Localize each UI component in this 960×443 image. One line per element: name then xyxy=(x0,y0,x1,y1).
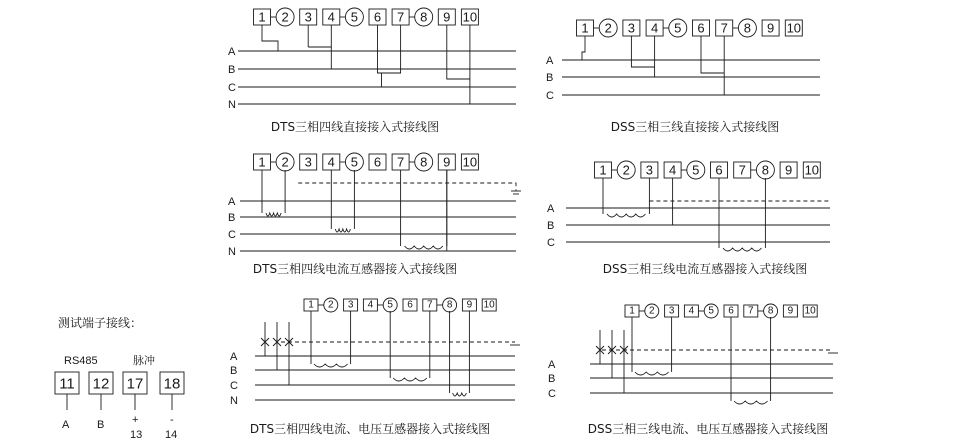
bus-label-a: A xyxy=(548,359,556,371)
bus-label-c: C xyxy=(230,380,238,392)
test-terminal-17 xyxy=(123,372,147,441)
terminal-6 xyxy=(693,20,710,36)
terminal-number: 2 xyxy=(328,299,334,311)
terminal-4 xyxy=(323,154,340,170)
caption-dts-ct: DTS三相四线电流互感器接入式接线图 xyxy=(252,262,458,276)
wiring-diagram-d5 xyxy=(230,298,520,407)
terminal-number: 5 xyxy=(350,9,359,25)
terminal-5 xyxy=(377,298,397,312)
terminal-sub-label: 13 xyxy=(130,429,143,441)
terminal-5 xyxy=(681,161,705,179)
terminal-4 xyxy=(684,305,698,317)
terminal-number: 9 xyxy=(443,9,451,25)
terminal-number: 10 xyxy=(462,154,478,170)
bus-label-b: B xyxy=(230,365,238,377)
terminal-1 xyxy=(625,305,639,317)
feed-wire xyxy=(447,25,470,104)
ct-lead xyxy=(390,311,430,378)
bus-label-c: C xyxy=(228,82,236,94)
terminal-number: 6 xyxy=(728,305,734,317)
terminal-number: 8 xyxy=(446,299,453,311)
terminal-10 xyxy=(461,154,478,170)
feed-wire xyxy=(701,36,724,95)
wiring-diagram-d4 xyxy=(547,161,830,251)
terminal-2 xyxy=(612,161,636,179)
ct-coil xyxy=(453,393,467,396)
bus-label-a: A xyxy=(228,196,236,208)
terminal-8 xyxy=(751,161,775,179)
terminal-9 xyxy=(462,299,476,311)
bus-label-c: C xyxy=(546,90,554,102)
terminal-number: 5 xyxy=(387,299,393,311)
ct-coil xyxy=(734,401,768,404)
terminal-number: 1 xyxy=(258,154,266,170)
ct-lead xyxy=(262,170,285,213)
bus-label-c: C xyxy=(548,388,556,400)
terminal-1 xyxy=(254,154,271,170)
test-terminal-title: 测试端子接线： xyxy=(57,316,143,330)
bus-label-b: B xyxy=(547,220,555,232)
terminal-2 xyxy=(271,8,295,26)
terminal-1 xyxy=(595,162,612,178)
terminal-number: 18 xyxy=(163,375,181,393)
terminal-number: 2 xyxy=(281,154,289,170)
terminal-number: 1 xyxy=(258,9,266,25)
terminal-7 xyxy=(423,299,437,311)
terminal-number: 3 xyxy=(304,9,312,25)
feed-wire xyxy=(308,25,331,47)
terminal-number: 7 xyxy=(396,154,405,170)
bus-label-a: A xyxy=(546,55,554,67)
terminal-number: 3 xyxy=(645,162,654,178)
terminal-number: 2 xyxy=(649,305,655,317)
ct-lead xyxy=(450,311,470,393)
bus-label-a: A xyxy=(230,351,238,363)
terminal-number: 11 xyxy=(59,375,75,393)
rs485-group-label: RS485 xyxy=(64,355,98,367)
terminal-10 xyxy=(482,299,496,311)
terminal-number: 8 xyxy=(743,20,752,36)
ct-coil xyxy=(266,213,281,216)
bus-label-b: B xyxy=(228,212,236,224)
terminal-3 xyxy=(300,9,317,25)
terminal-2 xyxy=(639,304,659,318)
bus-label-b: B xyxy=(546,72,554,84)
bus-label-a: A xyxy=(228,46,236,58)
terminal-number: 1 xyxy=(308,299,314,311)
terminal-number: 10 xyxy=(483,299,495,311)
ct-coil xyxy=(607,214,645,217)
terminal-10 xyxy=(461,9,478,25)
terminal-5 xyxy=(698,304,718,318)
terminal-number: 10 xyxy=(786,20,802,36)
terminal-number: 8 xyxy=(420,9,428,25)
ct-coil xyxy=(393,378,427,381)
terminal-10 xyxy=(785,20,802,36)
ct-coil xyxy=(335,229,350,232)
terminal-number: 2 xyxy=(604,20,612,36)
terminal-6 xyxy=(369,154,386,170)
test-terminal-legend xyxy=(55,315,184,441)
terminal-number: 3 xyxy=(304,154,312,170)
ct-lead xyxy=(401,170,447,246)
terminal-5 xyxy=(340,8,364,26)
ct-lead xyxy=(731,317,771,401)
terminal-2 xyxy=(594,19,618,37)
terminal-3 xyxy=(641,162,658,178)
terminal-number: 4 xyxy=(650,20,659,36)
terminal-3 xyxy=(665,305,679,317)
terminal-1 xyxy=(577,20,594,36)
caption-dts-ct-pt: DTS三相四线电流、电压互感器接入式接线图 xyxy=(249,422,491,436)
terminal-number: 7 xyxy=(427,299,433,311)
caption-dss-ct-pt: DSS三相三线电流、电压互感器接入式接线图 xyxy=(587,422,829,436)
wiring-diagram-d2 xyxy=(546,19,820,102)
feed-wire xyxy=(262,25,278,51)
feed-wire xyxy=(631,36,654,77)
wiring-diagram-d6 xyxy=(548,304,838,404)
ct-lead xyxy=(719,178,765,248)
terminal-number: 4 xyxy=(668,162,677,178)
ct-lead xyxy=(331,170,354,229)
terminal-number: 3 xyxy=(347,299,354,311)
terminal-number: 12 xyxy=(92,375,110,393)
terminal-number: 10 xyxy=(804,305,816,317)
bus-label-c: C xyxy=(228,229,236,241)
ct-coil xyxy=(405,246,443,249)
caption-dss-ct: DSS三相三线电流互感器接入式接线图 xyxy=(602,262,808,276)
terminal-number: 9 xyxy=(766,20,775,36)
terminal-number: 1 xyxy=(629,305,635,317)
terminal-number: 5 xyxy=(350,154,359,170)
feed-wire xyxy=(582,36,585,60)
terminal-number: 9 xyxy=(466,299,473,311)
terminal-number: 4 xyxy=(688,305,695,317)
terminal-8 xyxy=(409,8,433,26)
test-terminal-12 xyxy=(89,372,113,431)
terminal-sub-label: 14 xyxy=(165,429,178,441)
terminal-10 xyxy=(803,305,817,317)
terminal-5 xyxy=(340,153,364,171)
terminal-number: 10 xyxy=(804,162,820,178)
terminal-number: 6 xyxy=(373,154,382,170)
wiring-diagram-d3 xyxy=(228,153,521,258)
terminal-3 xyxy=(623,20,640,36)
ct-coil xyxy=(314,364,348,367)
terminal-sub-label: A xyxy=(62,419,70,431)
terminal-8 xyxy=(437,298,457,312)
terminal-3 xyxy=(344,299,358,311)
terminal-9 xyxy=(438,9,455,25)
terminal-10 xyxy=(803,162,820,178)
terminal-number: 4 xyxy=(327,154,335,170)
terminal-number: 7 xyxy=(720,20,728,36)
bus-label-n: N xyxy=(230,395,238,407)
terminal-4 xyxy=(664,162,681,178)
terminal-number: 7 xyxy=(748,305,754,317)
terminal-sub-label: B xyxy=(97,419,105,431)
terminal-9 xyxy=(780,162,797,178)
terminal-number: 4 xyxy=(327,9,335,25)
terminal-4 xyxy=(323,9,340,25)
bus-label-c: C xyxy=(547,237,555,249)
terminal-number: 7 xyxy=(738,162,746,178)
terminal-9 xyxy=(783,305,797,317)
terminal-number: 10 xyxy=(462,9,478,25)
terminal-number: 8 xyxy=(767,305,774,317)
terminal-number: 2 xyxy=(622,162,630,178)
terminal-number: 1 xyxy=(599,162,607,178)
terminal-2 xyxy=(318,298,338,312)
caption-dts-direct: DTS三相四线直接接入式接线图 xyxy=(270,120,440,134)
terminal-number: 8 xyxy=(420,154,428,170)
terminal-2 xyxy=(271,153,295,171)
terminal-number: 3 xyxy=(627,20,636,36)
terminal-number: 9 xyxy=(443,154,451,170)
terminal-number: 17 xyxy=(126,375,144,393)
feed-wire xyxy=(378,25,401,87)
terminal-9 xyxy=(438,154,455,170)
ct-coil xyxy=(635,372,669,375)
bus-label-b: B xyxy=(548,373,556,385)
bus-label-n: N xyxy=(228,99,236,111)
test-terminal-11 xyxy=(55,372,79,431)
terminal-number: 5 xyxy=(674,20,682,36)
terminal-6 xyxy=(403,299,417,311)
terminal-number: 6 xyxy=(407,299,413,311)
terminal-6 xyxy=(369,9,386,25)
caption-dss-direct: DSS三相三线直接接入式接线图 xyxy=(610,120,780,134)
terminal-8 xyxy=(733,19,757,37)
terminal-1 xyxy=(254,9,271,25)
terminal-4 xyxy=(646,20,663,36)
test-terminal-18 xyxy=(160,372,184,441)
terminal-7 xyxy=(744,305,758,317)
terminal-6 xyxy=(711,162,728,178)
terminal-number: 2 xyxy=(281,9,289,25)
terminal-number: 3 xyxy=(668,305,675,317)
terminal-7 xyxy=(392,154,409,170)
ct-lead xyxy=(603,178,649,214)
terminal-1 xyxy=(304,299,318,311)
terminal-3 xyxy=(300,154,317,170)
ct-coil xyxy=(723,248,761,251)
wiring-diagram-d1 xyxy=(228,8,516,111)
bus-label-n: N xyxy=(228,246,236,258)
terminal-8 xyxy=(758,304,778,318)
terminal-number: 1 xyxy=(581,20,589,36)
terminal-polarity: + xyxy=(132,414,139,426)
terminal-7 xyxy=(734,162,751,178)
terminal-7 xyxy=(392,9,409,25)
terminal-number: 4 xyxy=(367,299,374,311)
terminal-number: 5 xyxy=(692,162,700,178)
terminal-7 xyxy=(716,20,733,36)
terminal-number: 7 xyxy=(396,9,405,25)
terminal-8 xyxy=(409,153,433,171)
terminal-4 xyxy=(363,299,377,311)
terminal-5 xyxy=(663,19,687,37)
terminal-number: 9 xyxy=(787,305,794,317)
bus-label-b: B xyxy=(228,64,236,76)
terminal-number: 6 xyxy=(715,162,723,178)
wiring-diagrams xyxy=(228,8,838,407)
terminal-number: 8 xyxy=(761,162,770,178)
bus-label-a: A xyxy=(547,203,555,215)
terminal-9 xyxy=(762,20,779,36)
terminal-number: 5 xyxy=(708,305,714,317)
terminal-polarity: - xyxy=(170,414,174,426)
pulse-group-label: 脉冲 xyxy=(133,355,155,367)
terminal-number: 6 xyxy=(373,9,382,25)
terminal-number: 9 xyxy=(784,162,793,178)
terminal-number: 6 xyxy=(697,20,705,36)
terminal-6 xyxy=(724,305,738,317)
